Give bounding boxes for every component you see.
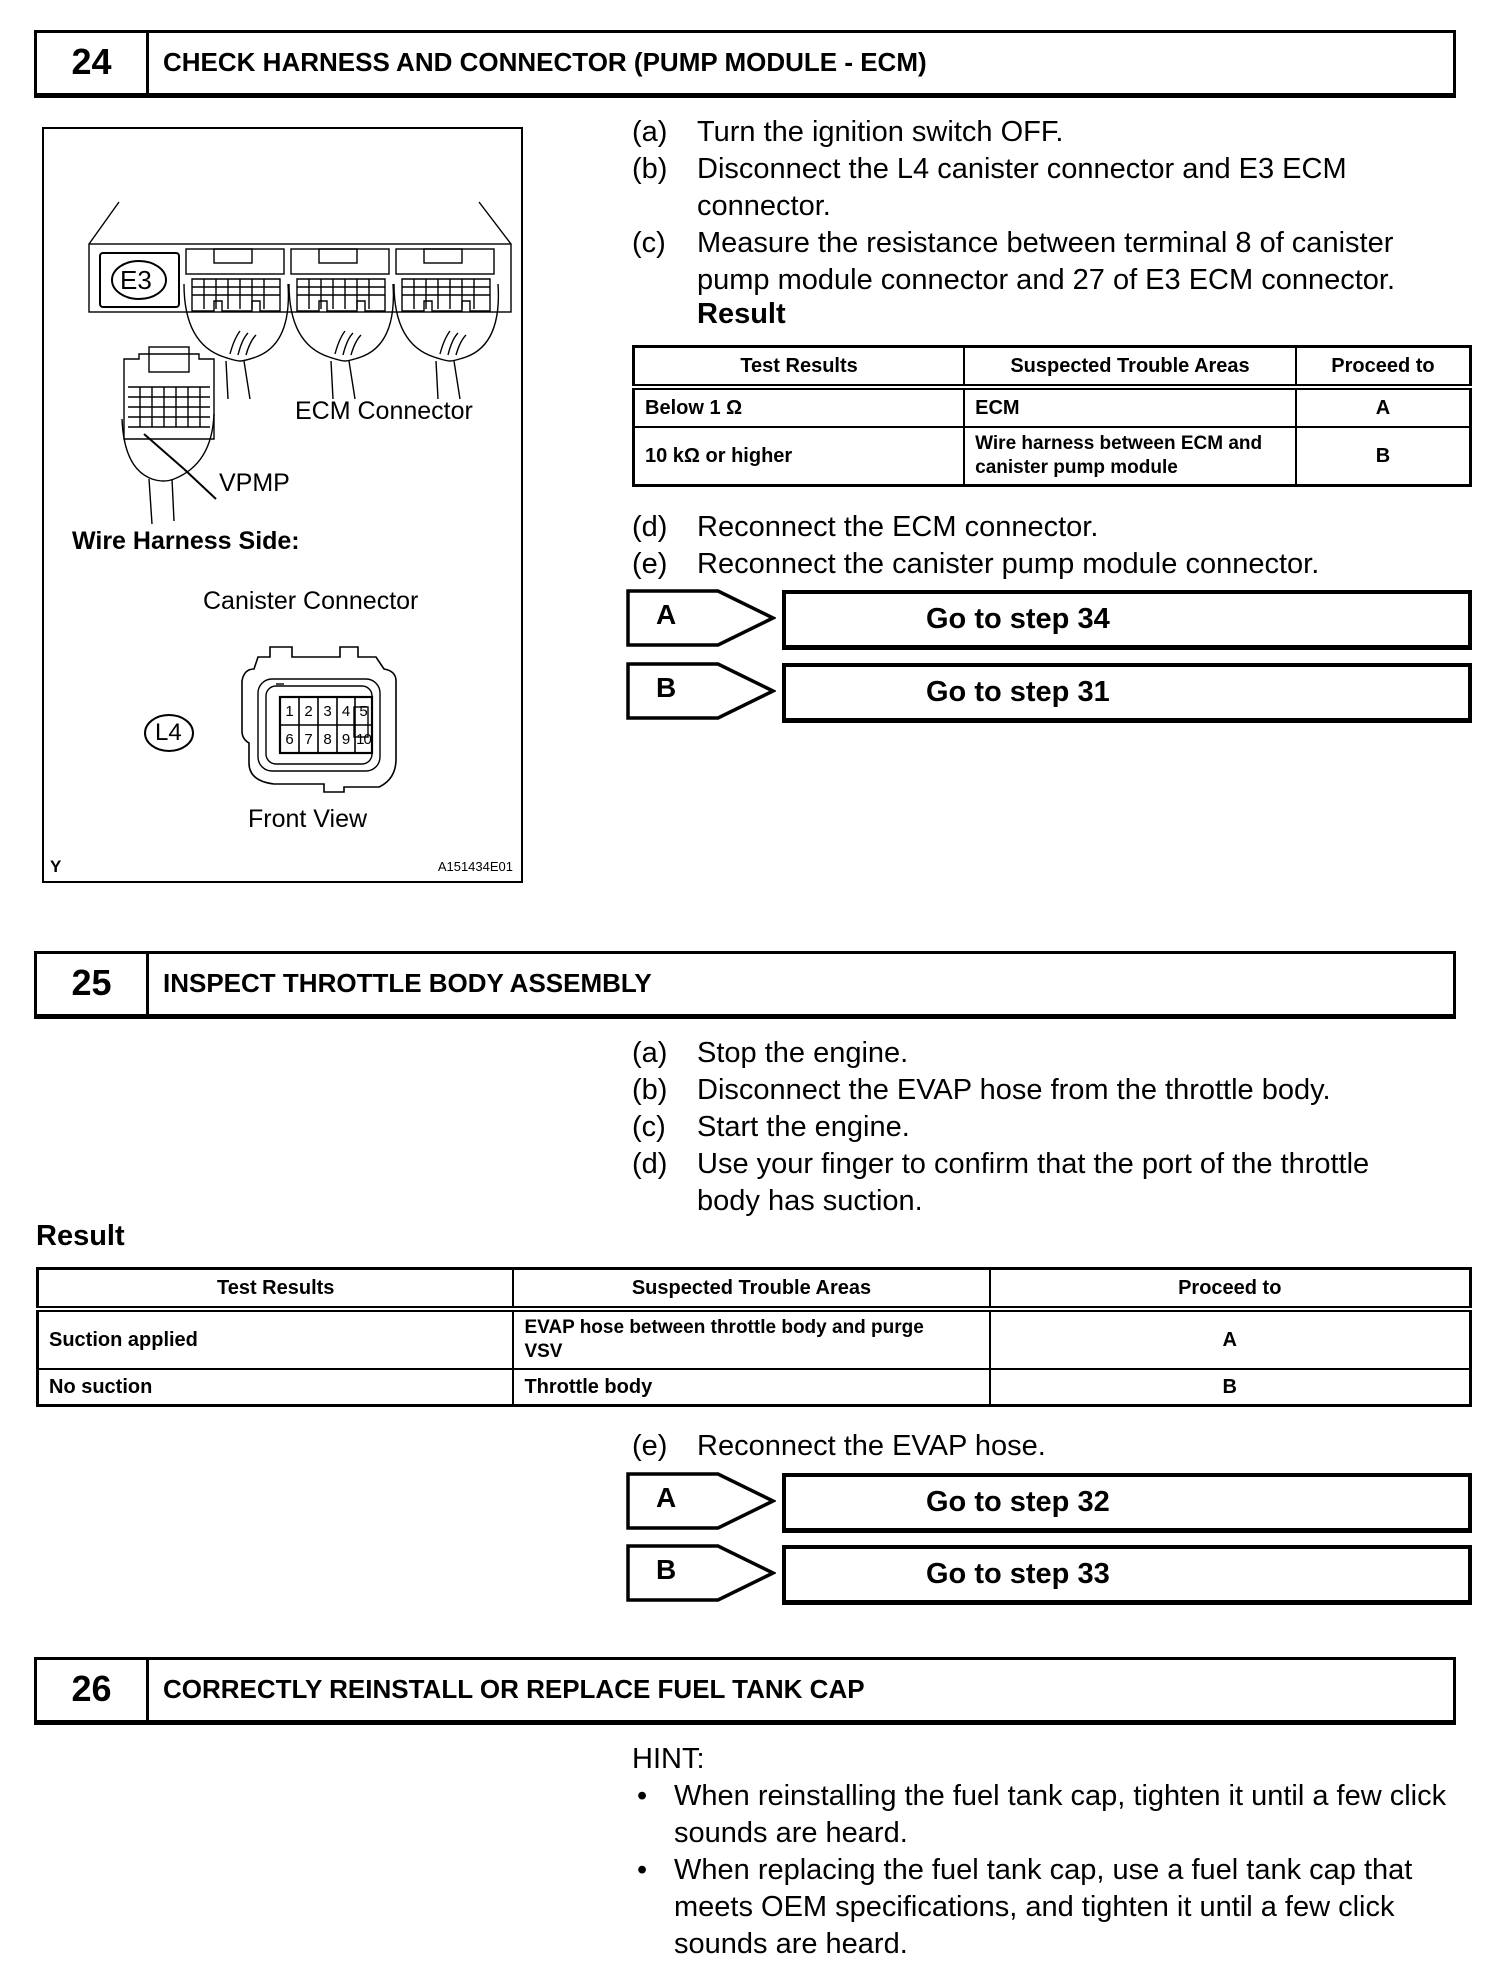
step-25d: (d) Use your finger to confirm that the port of the throttle body has suction.: [632, 1148, 1370, 1217]
arrow-tag-icon: [626, 589, 776, 647]
section-number: 24: [37, 33, 149, 93]
section-number: 25: [37, 954, 149, 1014]
connector-diagram: [42, 127, 523, 883]
section-26-header: [34, 1657, 1456, 1725]
ecm-connector-id: E3: [120, 265, 152, 295]
section-number: 26: [37, 1660, 149, 1720]
arrow-tag-icon: [626, 1472, 776, 1530]
col-proceed-to: Proceed to: [990, 1269, 1471, 1310]
bullet-icon: •: [637, 1854, 648, 1886]
table-row: 10 kΩ or higher Wire harness between ECM and canister pump module B: [634, 427, 1471, 486]
table-row: Below 1 Ω ECM A: [634, 387, 1471, 427]
wire-harness-side-label: Wire Harness Side:: [72, 527, 300, 555]
goto-step-32-link[interactable]: Go to step 32: [782, 1473, 1472, 1533]
pin-5: 5: [359, 703, 368, 720]
ecm-connector-illustration-icon: [44, 129, 525, 885]
section-title: CORRECTLY REINSTALL OR REPLACE FUEL TANK CAP: [163, 1674, 865, 1704]
arrow-tag-icon: [626, 662, 776, 720]
goto-step-33-link[interactable]: Go to step 33: [782, 1545, 1472, 1605]
step-24c: (c) Measure the resistance between terminal 8 of canister pump module connector and 27 of E3 ECM connector.: [632, 227, 1396, 296]
pin-3: 3: [323, 703, 332, 720]
canister-connector-label: Canister Connector: [203, 587, 419, 615]
pin-8: 8: [323, 731, 332, 748]
goto-step-31-link[interactable]: Go to step 31: [782, 663, 1472, 723]
result-label-25: Result: [36, 1220, 125, 1252]
step-25c: (c) Start the engine.: [632, 1111, 910, 1143]
pin-6: 6: [285, 731, 294, 748]
pin-7: 7: [304, 731, 313, 748]
corner-mark: Y: [50, 857, 62, 876]
col-suspected-areas: Suspected Trouble Areas: [964, 347, 1296, 388]
table-row: No suction Throttle body B: [38, 1369, 1471, 1406]
front-view-label: Front View: [248, 805, 368, 833]
hint-label: HINT:: [632, 1743, 705, 1775]
col-test-results: Test Results: [38, 1269, 514, 1310]
result-table-24: [632, 345, 1472, 487]
ecm-connector-label: ECM Connector: [295, 397, 473, 425]
col-test-results: Test Results: [634, 347, 965, 388]
section-title: CHECK HARNESS AND CONNECTOR (PUMP MODULE - ECM): [163, 47, 927, 77]
goto-tag-a: A: [626, 589, 776, 647]
figure-id: A151434E01: [437, 859, 513, 874]
pin-10: 10: [356, 731, 371, 748]
arrow-tag-icon: [626, 1544, 776, 1602]
canister-pin-row-bottom: [280, 726, 372, 753]
step-24e: (e) Reconnect the canister pump module connector.: [632, 548, 1320, 580]
hint-item: • When reinstalling the fuel tank cap, tighten it until a few click sounds are heard.: [637, 1780, 1447, 1849]
step-24a: (a) Turn the ignition switch OFF.: [632, 116, 1064, 148]
hint-item: • When replacing the fuel tank cap, use a fuel tank cap that meets OEM specifications, and tighten it until a few click sounds are heard.: [637, 1854, 1413, 1960]
canister-connector-id: L4: [155, 719, 182, 746]
col-suspected-areas: Suspected Trouble Areas: [513, 1269, 989, 1310]
pin-1: 1: [285, 703, 294, 720]
goto-tag-b: B: [626, 662, 776, 720]
goto-tag-b: B: [626, 1544, 776, 1602]
col-proceed-to: Proceed to: [1296, 347, 1471, 388]
pin-2: 2: [304, 703, 313, 720]
section-title: INSPECT THROTTLE BODY ASSEMBLY: [163, 968, 652, 998]
terminal-vpmp-label: VPMP: [219, 469, 290, 497]
pin-4: 4: [341, 703, 351, 720]
canister-pin-row-top: [280, 698, 372, 725]
step-24d: (d) Reconnect the ECM connector.: [632, 511, 1099, 543]
goto-tag-a: A: [626, 1472, 776, 1530]
section-24-header: [34, 30, 1456, 98]
pin-9: 9: [341, 731, 351, 748]
result-table-25: [36, 1267, 1472, 1407]
table-header-row: [634, 347, 1471, 388]
result-label-24: Result: [697, 298, 786, 330]
step-25e: (e) Reconnect the EVAP hose.: [632, 1430, 1046, 1462]
step-24b: (b) Disconnect the L4 canister connector and E3 ECM connector.: [632, 153, 1347, 222]
hint-block: [632, 1741, 1472, 1963]
step-25b: (b) Disconnect the EVAP hose from the throttle body.: [632, 1074, 1331, 1106]
table-row: Suction applied EVAP hose between throttle body and purge VSV A: [38, 1309, 1471, 1369]
step-25a: (a) Stop the engine.: [632, 1037, 909, 1069]
goto-step-34-link[interactable]: Go to step 34: [782, 590, 1472, 650]
section-25-header: [34, 951, 1456, 1019]
bullet-icon: •: [637, 1780, 648, 1812]
table-header-row: [38, 1269, 1471, 1310]
